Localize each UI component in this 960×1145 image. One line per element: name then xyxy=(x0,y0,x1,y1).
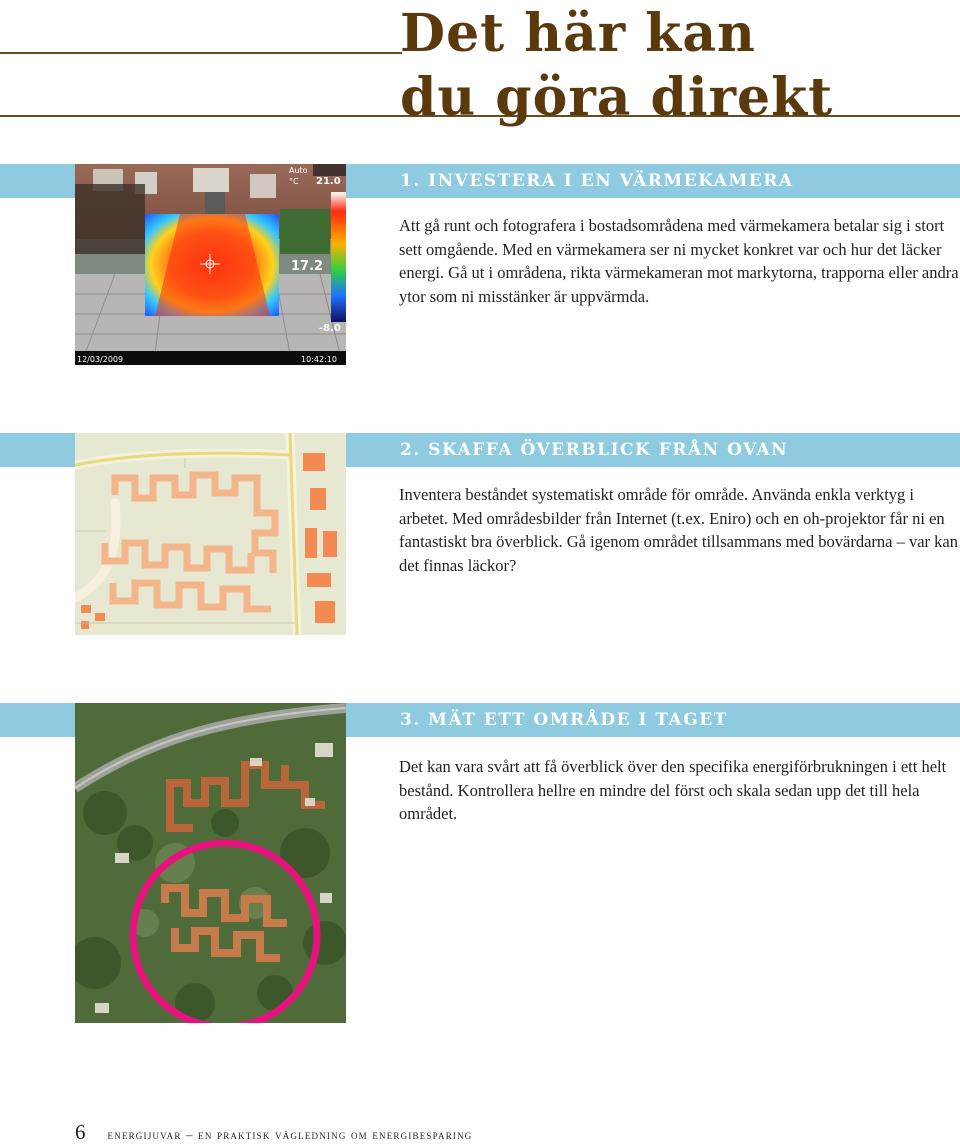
thermal-mode-label: Auto xyxy=(289,166,308,175)
page-title-line-2: du göra direkt xyxy=(400,67,834,128)
thermal-max-temp: 21.0 xyxy=(316,176,341,187)
section-1-text: Att gå runt och fotografera i bostadsområdena med värmekamera betalar sig i stort sett omgående. Med en värmekamera ser ni mycket konkret var och hur det läcker energi. Gå ut i områdena, rikta värmekameran mot markytorna, trapporna eller andra ytor som ni misstänker är uppvärmda. xyxy=(399,216,959,306)
area-map-image xyxy=(75,433,346,635)
page-footer xyxy=(75,1120,473,1145)
footer-text: energijuvar – en praktisk vägledning om energibesparing xyxy=(107,1127,473,1142)
thermal-date: 12/03/2009 xyxy=(77,355,124,364)
thermal-camera-photo xyxy=(75,164,346,365)
page-title-line-1: Det här kan xyxy=(400,3,756,64)
thermal-unit-label: °C xyxy=(289,177,299,186)
thermal-min-temp: -8.0 xyxy=(319,323,341,334)
aerial-photo xyxy=(75,703,346,1023)
thermal-spot-temp: 17.2 xyxy=(291,259,324,274)
title-rule-1 xyxy=(0,52,402,54)
section-2-text: Inventera beståndet systematiskt område för område. Använda enkla verktyg i arbetet. Med områdesbilder från Internet (t.ex. Eniro) och en oh-projektor får ni en fantastiskt bra överblick. Gå igenom området tillsammans med bovärdarna – var kan det finnas läckor? xyxy=(399,485,958,575)
page-number: 6 xyxy=(75,1120,86,1144)
section-1-heading: 1. INVESTERA I EN VÄRMEKAMERA xyxy=(400,171,794,191)
thermal-time: 10:42:10 xyxy=(301,355,337,364)
section-3-heading: 3. MÄT ETT OMRÅDE I TAGET xyxy=(400,710,728,730)
section-3-text: Det kan vara svårt att få överblick över den specifika energiförbrukningen i ett helt bestånd. Kontrollera hellre en mindre del först och skala sedan upp det till hela området. xyxy=(399,757,947,823)
section-2-heading: 2. SKAFFA ÖVERBLICK FRÅN OVAN xyxy=(400,440,789,460)
